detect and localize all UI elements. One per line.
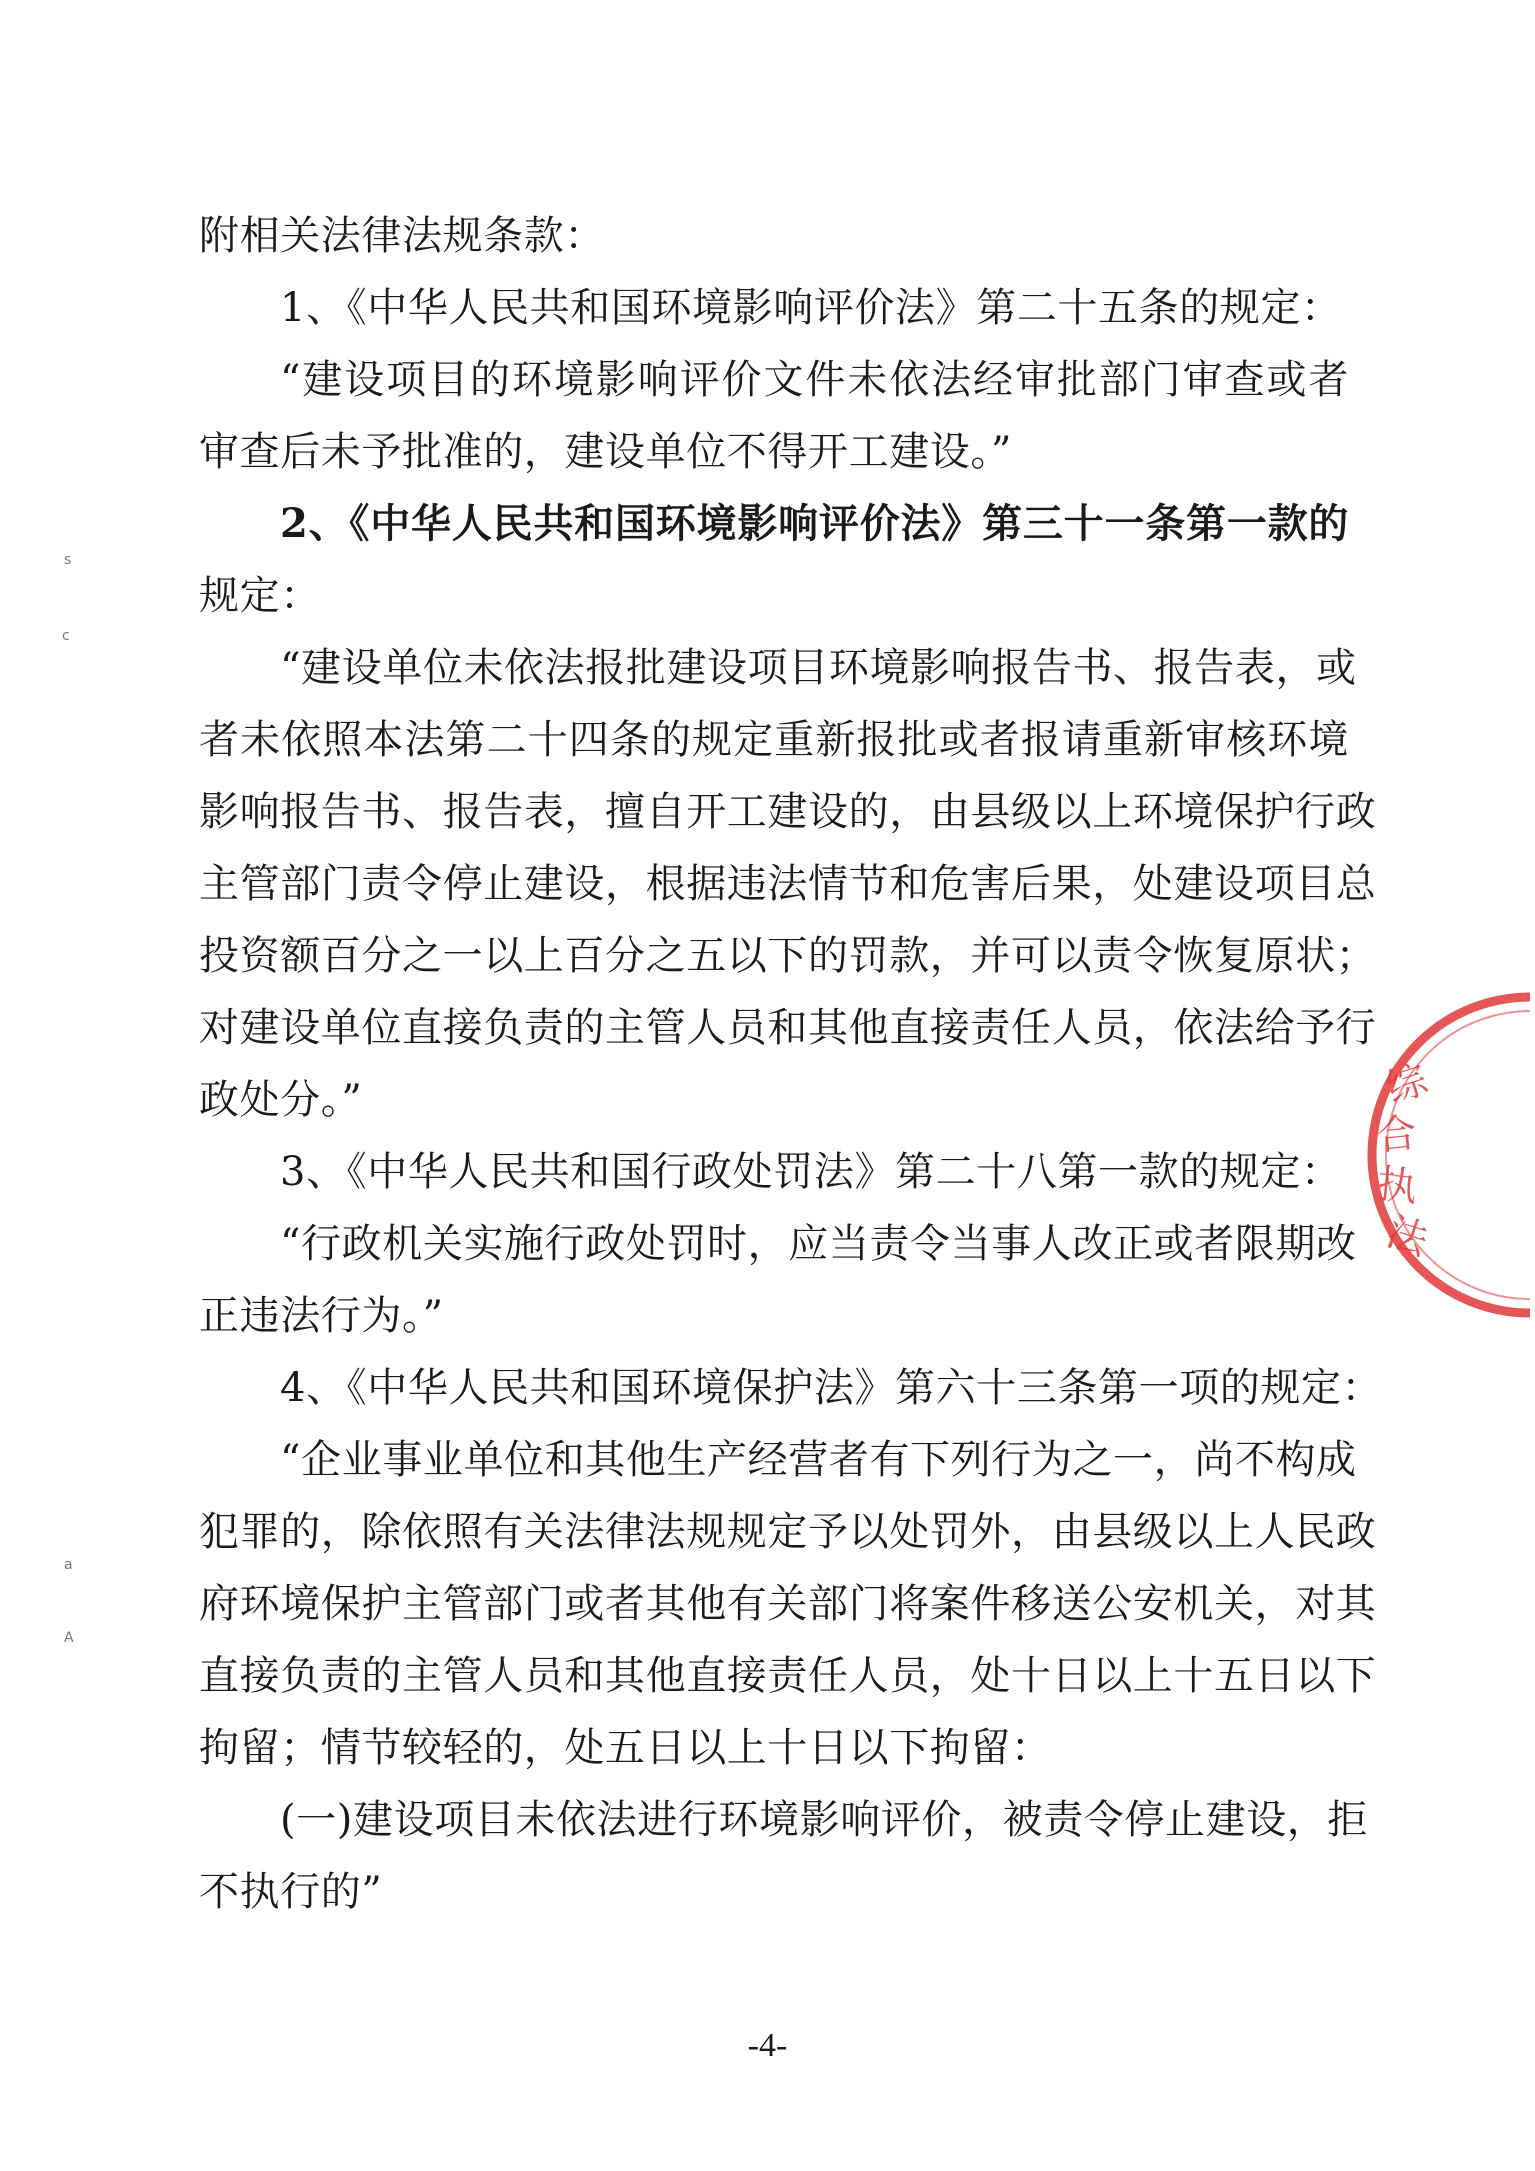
clause-1-text-line: “建设项目的环境影响评价文件未依法经审批部门审查或者 [280,357,1349,403]
clause-1-title: 1、《中华人民共和国环境影响评价法》第二十五条的规定： [280,285,1342,331]
svg-text:合: 合 [1374,1110,1419,1160]
clause-4-item-1-cont: 不执行的” [199,1869,383,1915]
svg-text:法: 法 [1380,1208,1434,1265]
clause-4-title: 4、《中华人民共和国环境保护法》第六十三条第一项的规定： [280,1365,1383,1411]
clause-1-text-line: 审查后未予批准的，建设单位不得开工建设。” [199,429,1013,475]
clause-4-item-1: (一)建设项目未依法进行环境影响评价，被责令停止建设，拒 [280,1797,1369,1843]
clause-2-text-line: 政处分。” [199,1077,363,1123]
clause-2-text-line: 对建设单位直接负责的主管人员和其他直接责任人员，依法给予行 [199,1005,1377,1051]
svg-text:执: 执 [1374,1161,1420,1212]
clause-2-text-line: 投资额百分之一以上百分之五以下的罚款，并可以责令恢复原状； [199,933,1377,979]
clause-3-text-line: 正违法行为。” [199,1293,444,1339]
clause-4-text-line: 直接负责的主管人员和其他直接责任人员，处十日以上十五日以下 [199,1653,1377,1699]
binding-hole-mark: c [62,628,70,644]
clause-2-title-cont: 规定： [199,573,321,619]
clause-3-title: 3、《中华人民共和国行政处罚法》第二十八第一款的规定： [280,1149,1342,1195]
clause-2-text-line: 影响报告书、报告表，擅自开工建设的，由县级以上环境保护行政 [199,789,1377,835]
clause-3-text-line: “行政机关实施行政处罚时，应当责令当事人改正或者限期改 [280,1221,1357,1267]
clause-2-title: 2、《中华人民共和国环境影响评价法》第三十一条第一款的 [280,500,1349,547]
clause-4-text-line: 府环境保护主管部门或者其他有关部门将案件移送公安机关，对其 [199,1581,1377,1627]
binding-hole-mark: s [64,552,72,568]
clause-2-text-line: 者未依照本法第二十四条的规定重新报批或者报请重新审核环境 [199,717,1349,763]
binding-hole-mark: a [64,1557,73,1573]
clause-4-text-line: 拘留；情节较轻的，处五日以上十日以下拘留： [199,1725,1052,1771]
svg-text:综: 综 [1380,1056,1434,1113]
binding-hole-mark: A [64,1630,74,1646]
attachment-heading: 附相关法律法规条款： [199,213,605,259]
clause-2-text-line: “建设单位未依法报批建设项目环境影响报告书、报告表，或 [280,645,1357,691]
clause-4-text-line: 犯罪的，除依照有关法律法规规定予以处罚外，由县级以上人民政 [199,1509,1377,1555]
clause-4-text-line: “企业事业单位和其他生产经营者有下列行为之一，尚不构成 [280,1437,1357,1483]
page-number: -4- [747,2027,788,2064]
clause-2-text-line: 主管部门责令停止建设，根据违法情节和危害后果，处建设项目总 [199,861,1377,907]
official-seal-stamp [1330,985,1530,1325]
